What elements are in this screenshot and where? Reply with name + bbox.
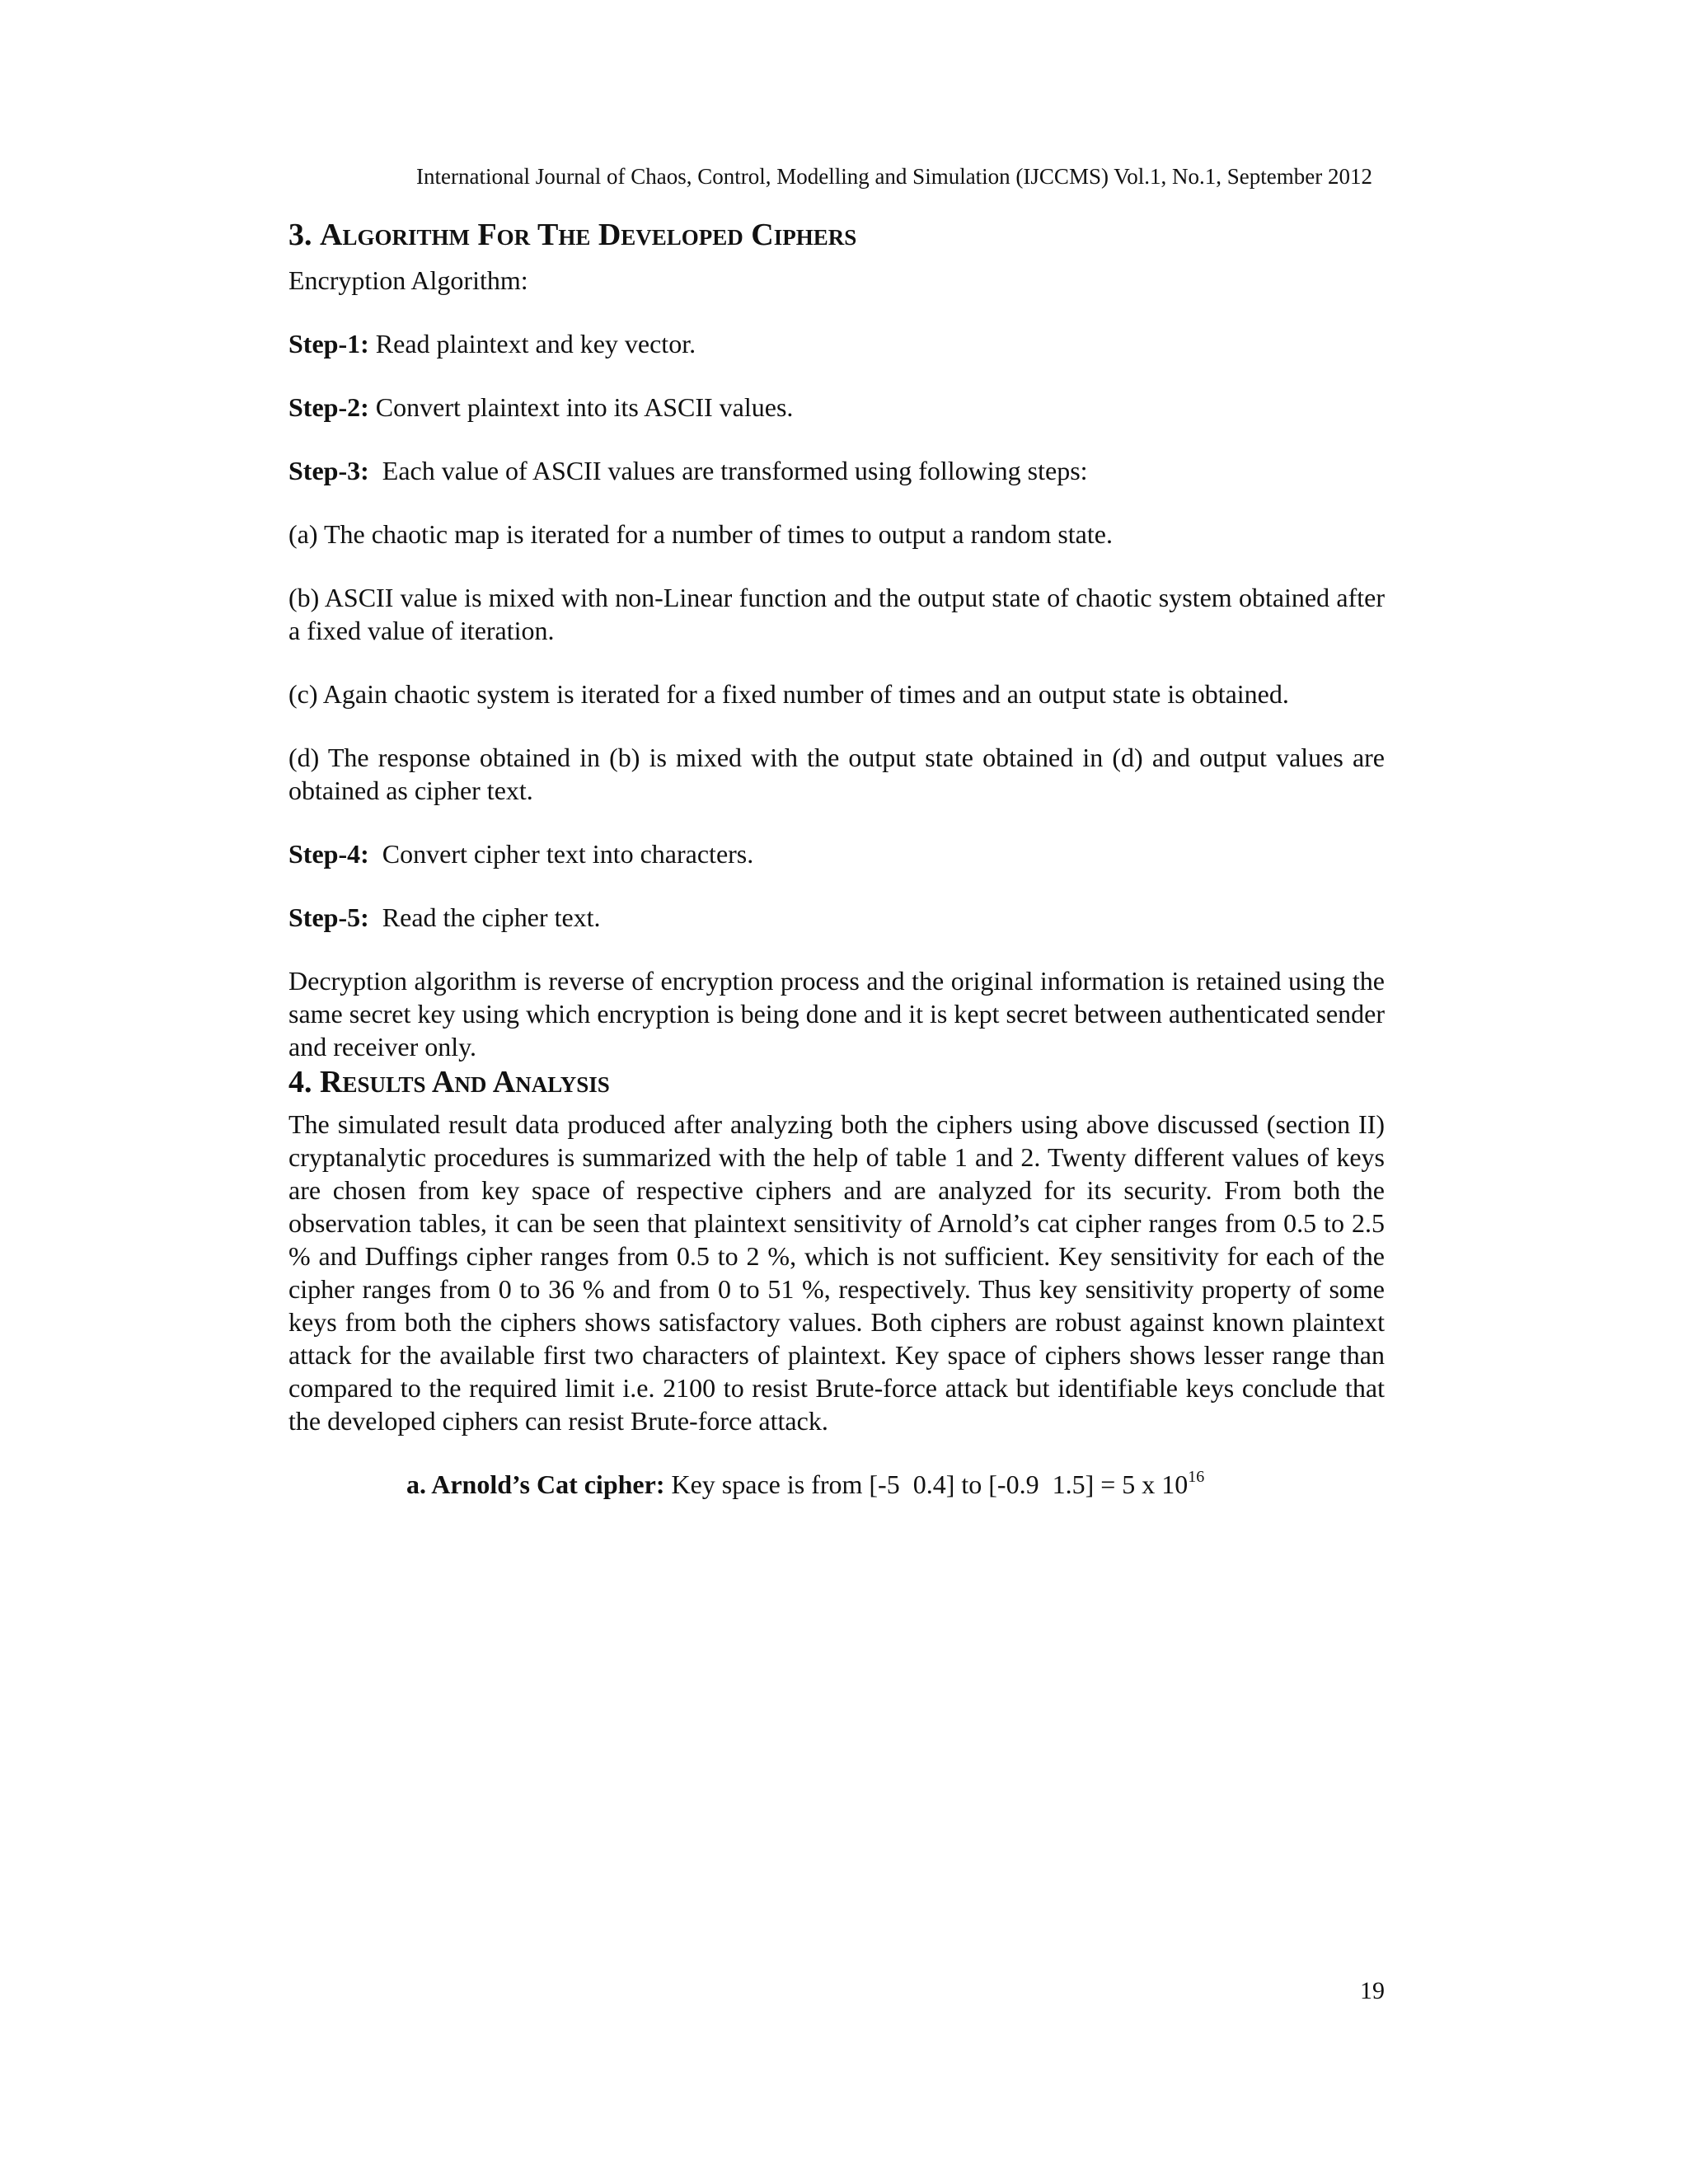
encryption-subtitle: Encryption Algorithm:	[288, 265, 528, 295]
results-paragraph: The simulated result data produced after analyzing both the ciphers using above discussed (section II) cryptanalytic procedures is summarized with the help of table 1 and 2. Twenty different values of keys are chosen from key space of respective ciphers and are analyzed for its security. From both the observation tables, it can be seen that plaintext sensitivity of Arnold’s cat cipher ranges from 0.5 to 2.5 % and Duffings cipher ranges from 0.5 to 2 %, which is not sufficient. Key sensitivity for each of the cipher ranges from 0 to 36 % and from 0 to 51 %, respectively. Thus key sensitivity property of some keys from both the ciphers shows satisfactory values. Both ciphers are robust against known plaintext attack for the available first two characters of plaintext. Key space of ciphers shows lesser range than compared to the required limit i.e. 2100 to resist Brute-force attack but identifiable keys conclude that the developed ciphers can resist Brute-force attack.	[288, 1109, 1385, 1436]
step-5-text: Read the cipher text.	[368, 902, 601, 932]
keyspace-label: a. Arnold’s Cat cipher:	[406, 1469, 665, 1499]
page-number: 19	[1360, 1977, 1385, 2004]
step-3-text: Each value of ASCII values are transformed using following steps:	[368, 456, 1088, 485]
keyspace-exponent: 16	[1188, 1468, 1205, 1487]
step-2	[288, 391, 1385, 424]
step-4-label: Step-4:	[288, 839, 369, 869]
section-3-title: Algorithm For The Developed Ciphers	[320, 218, 857, 252]
step-5	[288, 901, 1385, 934]
section-4-heading	[288, 1063, 1385, 1101]
running-header: International Journal of Chaos, Control, Modelling and Simulation (IJCCMS) Vol.1, No.1, September 2012	[416, 164, 1372, 189]
section-3-heading	[288, 216, 1385, 254]
decryption-paragraph: Decryption algorithm is reverse of encryption process and the original information is retained using the same secret key using which encryption is being done and it is kept secret between authenticated sender and receiver only.	[288, 966, 1385, 1062]
step-3-label: Step-3:	[288, 456, 369, 485]
keyspace-line	[288, 1468, 1385, 1501]
step-2-text: Convert plaintext into its ASCII values.	[368, 392, 794, 422]
step-1-text: Read plaintext and key vector.	[368, 329, 696, 359]
section-4-number: 4.	[288, 1065, 312, 1099]
step-2-label: Step-2:	[288, 392, 369, 422]
substep-a: (a) The chaotic map is iterated for a number of times to output a random state.	[288, 519, 1113, 549]
step-1	[288, 327, 1385, 360]
step-4	[288, 837, 1385, 870]
page-body	[288, 216, 1385, 1501]
step-4-text: Convert cipher text into characters.	[368, 839, 754, 869]
step-5-label: Step-5:	[288, 902, 369, 932]
substep-c: (c) Again chaotic system is iterated for a fixed number of times and an output state is obtained.	[288, 679, 1289, 709]
substep-b: (b) ASCII value is mixed with non-Linear function and the output state of chaotic system obtained after a fixed value of iteration.	[288, 583, 1385, 645]
section-4-title: Results And Analysis	[320, 1065, 610, 1099]
keyspace-text: Key space is from [-5 0.4] to [-0.9 1.5] = 5 x 10	[664, 1469, 1189, 1499]
section-3-number: 3.	[288, 218, 312, 252]
step-3	[288, 454, 1385, 487]
step-1-label: Step-1:	[288, 329, 369, 359]
substep-d: (d) The response obtained in (b) is mixed with the output state obtained in (d) and output values are obtained as cipher text.	[288, 743, 1385, 805]
